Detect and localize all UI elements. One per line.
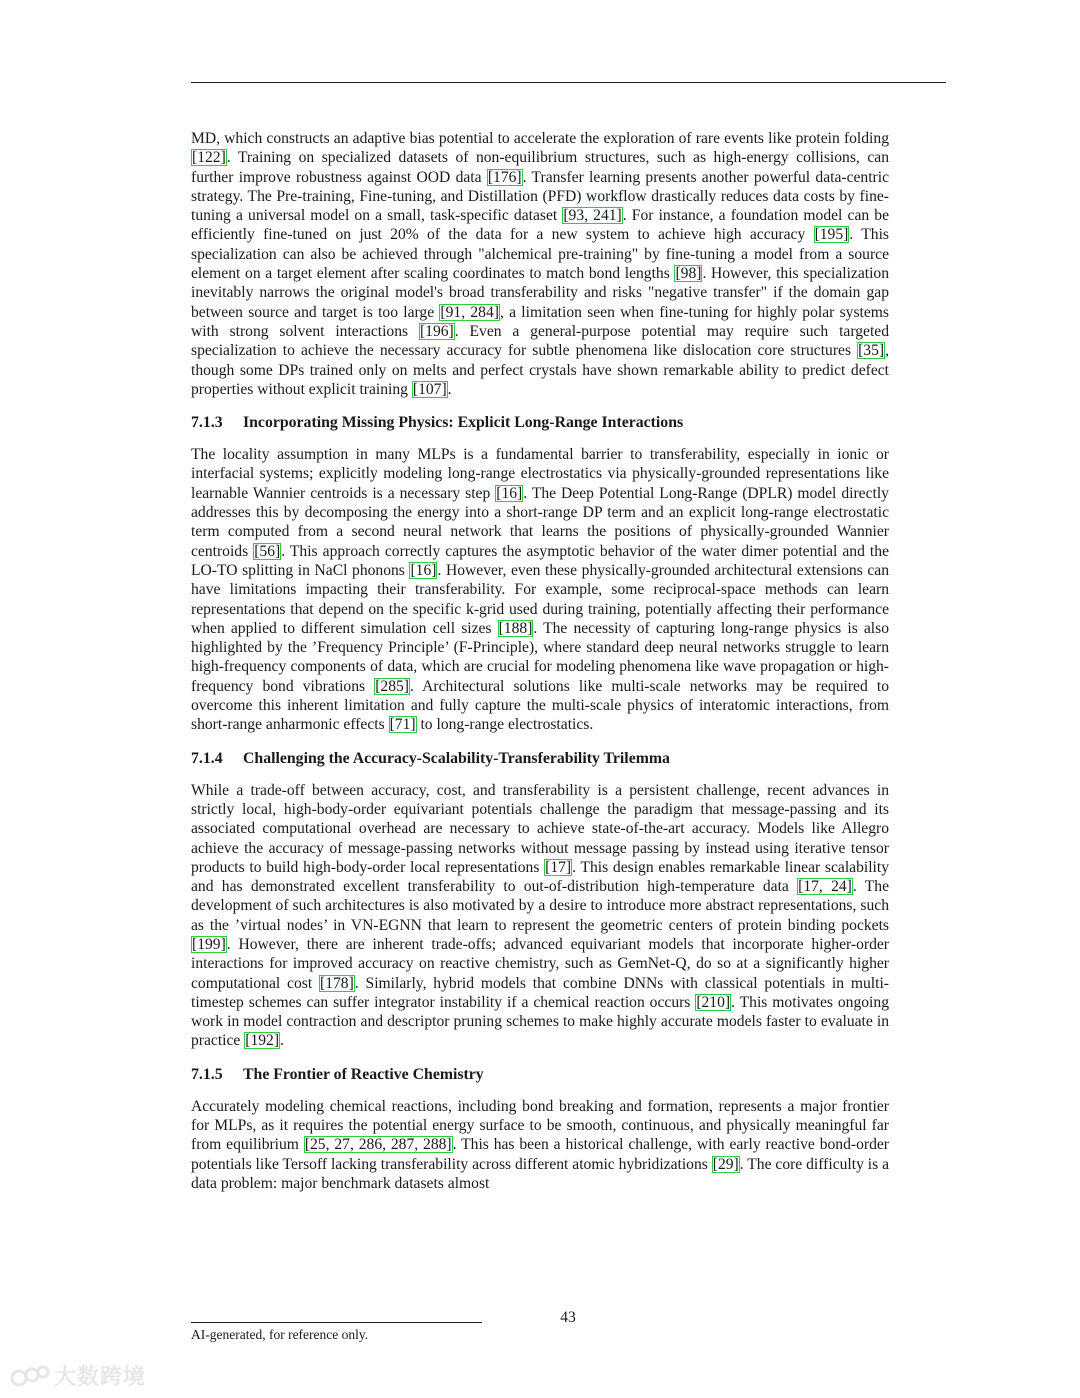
citation-link[interactable]: [107] xyxy=(412,380,447,398)
citation-link[interactable]: [16] xyxy=(410,561,437,579)
section-number: 7.1.5 xyxy=(191,1065,223,1083)
citation-link[interactable]: [210] xyxy=(696,993,731,1011)
citation-link[interactable]: [188] xyxy=(498,619,533,637)
section-title: Challenging the Accuracy-Scalability-Transferability Trilemma xyxy=(243,749,670,767)
citation-link[interactable]: [178] xyxy=(320,974,354,992)
page-number: 43 xyxy=(560,1309,576,1326)
citation-link[interactable]: [56] xyxy=(254,542,281,560)
citation-link[interactable]: [16] xyxy=(496,484,523,502)
citation-link[interactable]: [25, 27, 286, 287, 288] xyxy=(304,1136,452,1154)
section-heading-7-1-5 xyxy=(191,1065,889,1085)
citation-link[interactable]: [122] xyxy=(192,149,226,167)
watermark-text: 大数跨境 xyxy=(54,1365,147,1390)
citation-link[interactable]: [195] xyxy=(814,226,849,244)
footnote-rule xyxy=(191,1322,482,1323)
citation-link[interactable]: [93, 241] xyxy=(563,207,622,225)
citation-link[interactable]: [17] xyxy=(545,858,572,876)
section-7-1-3-paragraph: The locality assumption in many MLPs is a fundamental barrier to transferability, especially in ionic or interfacial systems; explicitly modeling long-range electrostatics via physically-grounded representations like learnable Wannier centroids is a necessary step [16]. The Deep Potential Long-Range (DPLR) model directly addresses this by decomposing the energy into a short-range DP term and an explicit long-range electrostatic term computed from a second neural network that learns the positions of physically-grounded Wannier centroids [56]. This approach correctly captures the asymptotic behavior of the water dimer potential and the LO-TO splitting in NaCl phonons [16]. However, even these physically-grounded architectural extensions can have limitations impacting their transferability. For example, some reciprocal-space methods can learn representations that depend on the specific k-grid used during training, potentially affecting their performance when applied to different simulation cell sizes [188]. The necessity of capturing long-range physics is also highlighted by the ’Frequency Principle’ (F-Principle), where standard deep neural networks struggle to learn high-frequency components of data, which are crucial for modeling phenomena like wave propagation or high-frequency bond vibrations [285]. Architectural solutions like multi-scale networks may be required to overcome this inherent limitation and fully capture the multi-scale physics of interatomic interactions, from short-range anharmonic effects [71] to long-range electrostatics. xyxy=(191,446,889,734)
section-title: The Frontier of Reactive Chemistry xyxy=(243,1065,484,1083)
citation-link[interactable]: [35] xyxy=(858,342,885,360)
citation-link[interactable]: [91, 284] xyxy=(440,303,499,321)
citation-link[interactable]: [71] xyxy=(389,716,416,734)
section-title: Incorporating Missing Physics: Explicit Long-Range Interactions xyxy=(243,414,684,432)
citation-link[interactable]: [285] xyxy=(375,677,409,695)
section-heading-7-1-4 xyxy=(191,749,889,769)
section-number: 7.1.3 xyxy=(191,414,223,432)
footnote: AI-generated, for reference only. xyxy=(191,1327,369,1342)
watermark xyxy=(10,1360,146,1391)
citation-link[interactable]: [196] xyxy=(419,322,454,340)
intro-paragraph: MD, which constructs an adaptive bias potential to accelerate the exploration of rare events like protein folding [122]. Training on specialized datasets of non-equilibrium structures, such as high-energy collisions, can further improve robustness against OOD data [176]. Transfer learning presents another powerful data-centric strategy. The Pre-training, Fine-tuning, and Distillation (PFD) workflow drastically reduces data costs by fine-tuning a universal model on a small, task-specific dataset [93, 241]. For instance, a foundation model can be efficiently fine-tuned on just 20% of the data for a new system to achieve high accuracy [195]. This specialization can also be achieved through "alchemical pre-training" by fine-tuning a model from a source element on a target element after scaling coordinates to match bond lengths [98]. However, this specialization inevitably narrows the original model's broad transferability and risks "negative transfer" if the domain gap between source and target is too large [91, 284], a limitation seen when fine-tuning for highly polar systems with strong solvent interactions [196]. Even a general-purpose potential may require such targeted specialization to achieve the necessary accuracy for subtle phenomena like dislocation core structures [35], though some DPs trained only on melts and perfect crystals have shown remarkable ability to predict defect properties without explicit training [107]. xyxy=(191,130,890,398)
page-body xyxy=(191,129,889,1193)
header-rule xyxy=(191,82,946,83)
section-number: 7.1.4 xyxy=(191,749,223,767)
citation-link[interactable]: [17, 24] xyxy=(798,878,852,896)
citation-link[interactable]: [192] xyxy=(245,1032,280,1050)
section-7-1-5-paragraph: Accurately modeling chemical reactions, including bond breaking and formation, represents a major frontier for MLPs, as it requires the potential energy surface to be smooth, continuous, and physically meaningful far from equilibrium [25, 27, 286, 287, 288]. This has been a historical challenge, with early reactive bond-order potentials like Tersoff lacking transferability across different atomic hybridizations [29]. The core difficulty is a data problem: major benchmark datasets almost xyxy=(191,1097,889,1192)
citation-link[interactable]: [98] xyxy=(675,265,702,283)
section-heading-7-1-3 xyxy=(191,413,889,433)
section-7-1-4-paragraph: While a trade-off between accuracy, cost, and transferability is a persistent challenge, recent advances in strictly local, high-body-order equivariant potentials challenge the paradigm that message-passing and its associated computational overhead are necessary to achieve state-of-the-art accuracy. Models like Allegro achieve the accuracy of message-passing networks without message passing by instead using iterative tensor products to build high-body-order local representations [17]. This design enables remarkable linear scalability and has demonstrated excellent transferability to out-of-distribution high-temperature data [17, 24]. The development of such architectures is also motivated by a desire to introduce more abstract representations, such as the ’virtual nodes’ in VN-EGNN that learn to represent the geometric centers of protein binding pockets [199]. However, there are inherent trade-offs; advanced equivariant models that incorporate higher-order interactions for improved accuracy on reactive chemistry, such as GemNet-Q, do so at a significantly higher computational cost [178]. Similarly, hybrid models that combine DNNs with classical potentials in multi-timestep schemes can suffer integrator instability if a chemical reaction occurs [210]. This motivates ongoing work in model contraction and descriptor pruning schemes to make highly accurate models faster to evaluate in practice [192]. xyxy=(191,781,889,1050)
citation-link[interactable]: [29] xyxy=(712,1155,739,1173)
watermark-logo-icon xyxy=(10,1362,50,1390)
citation-link[interactable]: [176] xyxy=(487,168,522,186)
citation-link[interactable]: [199] xyxy=(192,935,226,953)
